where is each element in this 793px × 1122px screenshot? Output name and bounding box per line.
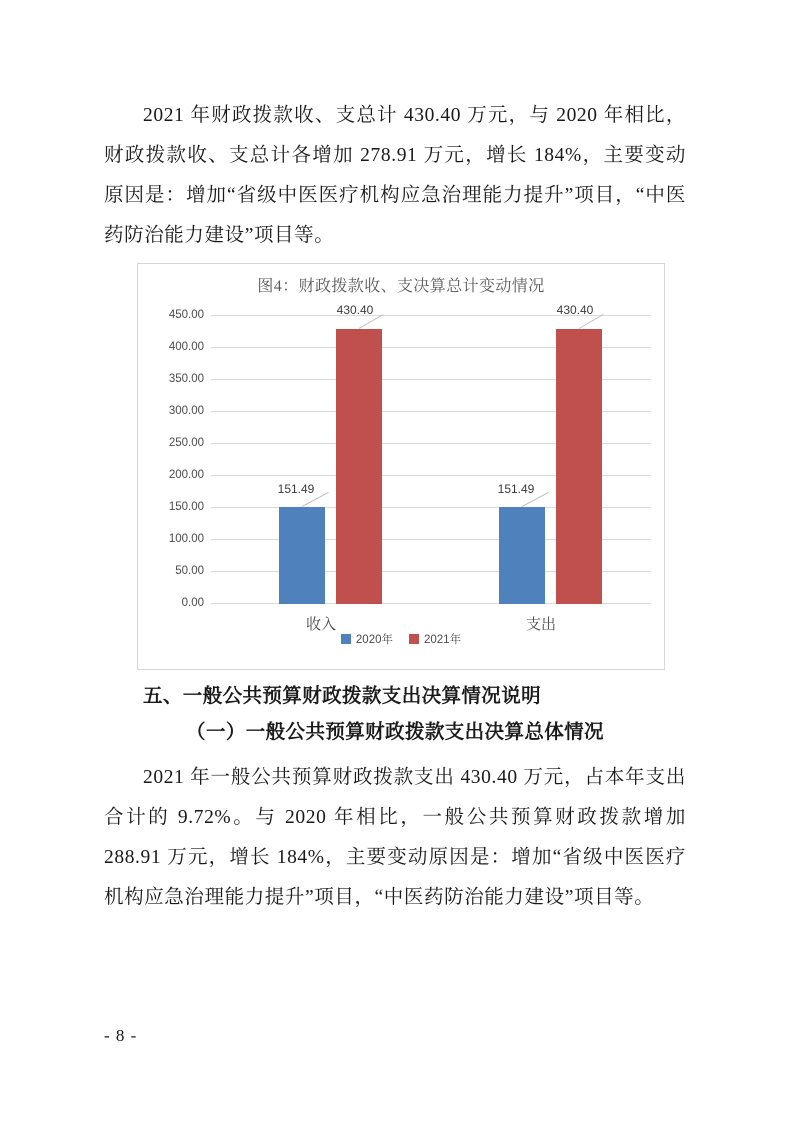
legend-swatch-icon — [409, 634, 419, 644]
chart-title: 图4：财政拨款收、支决算总计变动情况 — [257, 278, 545, 295]
heading-section-five: 五、一般公共预算财政拨款支出决算情况说明 — [143, 684, 542, 707]
y-axis-tick-label: 100.00 — [168, 533, 204, 546]
legend-swatch-icon — [341, 634, 351, 644]
x-axis-label-income: 收入 — [305, 617, 337, 633]
paragraph-section-five-body: 2021 年一般公共预算财政拨款支出 430.40 万元，占本年支出合计的 9.72%。与 2020 年相比，一般公共预算财政拨款增加 288.91 万元，增长 184%，主要变动原因是：增加“省级中医医疗机构应急治理能力提升”项目，“中医药防治能力建设”项目等。 — [104, 767, 686, 908]
page-number: - 8 - — [104, 1026, 138, 1045]
y-axis-tick-label: 50.00 — [175, 565, 204, 578]
bar-label-2020-income: 151.49 — [277, 481, 315, 496]
x-axis-label-expenditure: 支出 — [525, 617, 557, 633]
y-axis-tick-label: 350.00 — [168, 373, 204, 385]
y-axis-tick-label: 150.00 — [168, 501, 204, 514]
bar-group-expenditure — [431, 303, 651, 633]
bar-label-2020-expenditure: 151.49 — [497, 481, 535, 496]
bar-2021-expenditure[interactable] — [556, 329, 602, 604]
chart-plot-area — [168, 303, 651, 633]
chart-container — [137, 263, 665, 670]
paragraph-intro: 2021 年财政拨款收、支总计 430.40 万元，与 2020 年相比，财政拨款收、支总计各增加 278.91 万元，增长 184%，主要变动原因是：增加“省级中医医疗机构应急治理能力提升”项目，“中医药防治能力建设”项目等。 — [104, 105, 686, 246]
bar-group-income — [211, 303, 431, 633]
y-axis-tick-label: 200.00 — [168, 469, 204, 482]
y-axis-tick-label: 0.00 — [181, 597, 204, 609]
y-axis-tick-label: 400.00 — [168, 341, 204, 353]
legend-label-2021: 2021年 — [424, 634, 462, 646]
bar-2021-income[interactable] — [336, 329, 382, 604]
bar-2020-expenditure[interactable] — [499, 507, 545, 604]
bar-2020-income[interactable] — [279, 507, 325, 604]
y-axis-tick-label: 300.00 — [168, 405, 204, 417]
y-axis-tick-label: 250.00 — [168, 437, 204, 449]
y-axis-tick-label: 450.00 — [168, 309, 204, 321]
bar-label-2021-income: 430.40 — [336, 303, 374, 318]
intro-text-block — [104, 96, 686, 256]
chart-legend — [138, 631, 664, 647]
heading-subsection-one: （一）一般公共预算财政拨款支出决算总体情况 — [186, 722, 604, 743]
legend-label-2020: 2020年 — [355, 634, 393, 646]
section-five-block — [104, 678, 686, 918]
bar-label-2021-expenditure: 430.40 — [556, 303, 594, 318]
legend-item-2021[interactable] — [409, 631, 461, 647]
legend-item-2020[interactable] — [341, 631, 393, 647]
